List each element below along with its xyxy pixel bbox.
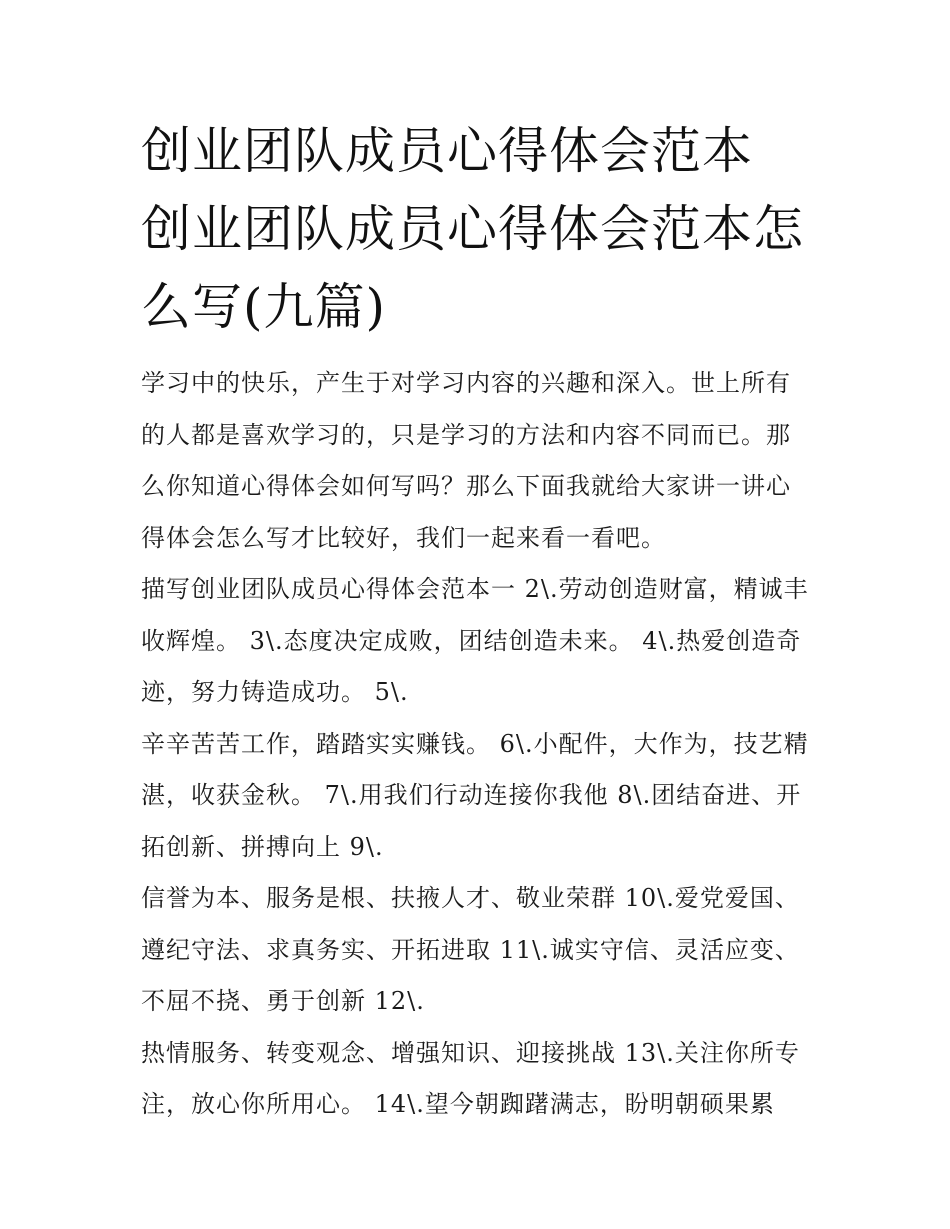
document-body <box>141 112 813 1131</box>
body-paragraph: 辛辛苦苦工作，踏踏实实赚钱。 6\.小配件，大作为，技艺精湛，收获金秋。 7\.用我们行动连接你我他 8\.团结奋进、开拓创新、拼搏向上 9\. <box>141 729 809 861</box>
body-paragraph: 热情服务、转变观念、增强知识、迎接挑战 13\.关注你所专注，放心你所用心。 14\.望今朝踟躇满志，盼明朝硕果累 <box>141 1038 800 1118</box>
intro-paragraph: 学习中的快乐，产生于对学习内容的兴趣和深入。世上所有的人都是喜欢学习的，只是学习的方法和内容不同而已。那么你知道心得体会如何写吗？那么下面我就给大家讲一讲心得体会怎么写才比较好，我们一起来看一看吧。 <box>141 369 791 552</box>
document-title: 创业团队成员心得体会范本 创业团队成员心得体会范本怎么写(九篇) <box>141 122 804 336</box>
body-paragraph: 信誉为本、服务是根、扶掖人才、敬业荣群 10\.爱党爱国、遵纪守法、求真务实、开拓进取 11\.诚实守信、灵活应变、不屈不挠、勇于创新 12\. <box>141 884 800 1015</box>
body-paragraph: 描写创业团队成员心得体会范本一 2\.劳动创造财富，精诚丰收辉煌。 3\.态度决定成败，团结创造未来。 4\.热爱创造奇迹，努力铸造成功。 5\. <box>141 575 809 706</box>
